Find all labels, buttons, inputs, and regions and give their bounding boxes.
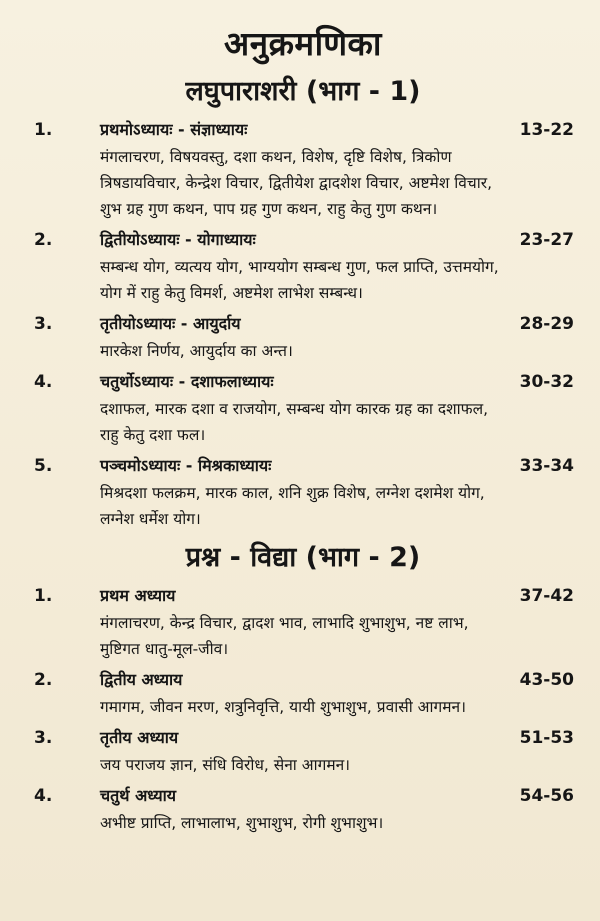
chapter-topics <box>100 396 576 448</box>
topic-line: अभीष्ट प्राप्ति, लाभालाभ, शुभाशुभ, रोगी शुभाशुभ। <box>100 814 384 832</box>
toc-entry <box>30 452 576 532</box>
page-range: 30-32 <box>519 372 574 392</box>
chapter-topics <box>100 254 576 306</box>
entry-number: 1. <box>34 586 53 606</box>
page-range: 51-53 <box>519 728 574 748</box>
topic-line: दशाफल, मारक दशा व राजयोग, सम्बन्ध योग कारक ग्रह का दशाफल, <box>100 400 489 418</box>
entry-heading-row <box>100 666 576 694</box>
topic-line: राहु केतु दशा फल। <box>100 426 206 444</box>
entry-body <box>100 582 576 662</box>
entry-body <box>100 782 576 836</box>
page-range: 28-29 <box>519 314 574 334</box>
entry-number: 3. <box>34 728 53 748</box>
topic-line: मंगलाचरण, विषयवस्तु, दशा कथन, विशेष, दृष्टि विशेष, त्रिकोण <box>100 148 452 166</box>
entry-body <box>100 368 576 448</box>
page-range: 23-27 <box>519 230 574 250</box>
entry-body <box>100 116 576 222</box>
toc-entry <box>30 116 576 222</box>
page-range: 43-50 <box>519 670 574 690</box>
chapter-topics <box>100 752 576 778</box>
chapter-title: पञ्चमोऽध्यायः - मिश्रकाध्यायः <box>100 456 272 475</box>
topic-line: त्रिषडायविचार, केन्द्रेश विचार, द्वितीयेश द्वादशेश विचार, अष्टमेश विचार, <box>100 174 493 192</box>
chapter-topics <box>100 338 576 364</box>
toc-entry <box>30 666 576 720</box>
entry-number: 4. <box>34 372 53 392</box>
chapter-topics <box>100 810 576 836</box>
topic-line: जय पराजय ज्ञान, संधि विरोध, सेना आगमन। <box>100 756 351 774</box>
entry-body <box>100 724 576 778</box>
toc-part <box>30 72 576 532</box>
chapter-title: प्रथमोऽध्यायः - संज्ञाध्यायः <box>100 120 248 139</box>
topic-line: मंगलाचरण, केन्द्र विचार, द्वादश भाव, लाभादि शुभाशुभ, नष्ट लाभ, <box>100 614 469 632</box>
page-range: 33-34 <box>519 456 574 476</box>
entry-number: 5. <box>34 456 53 476</box>
entry-number: 2. <box>34 230 53 250</box>
entry-heading-row <box>100 724 576 752</box>
table-of-contents <box>30 72 576 836</box>
topic-line: लग्नेश धर्मेश योग। <box>100 510 201 528</box>
topic-line: मुष्टिगत धातु-मूल-जीव। <box>100 640 229 658</box>
entry-number: 1. <box>34 120 53 140</box>
chapter-topics <box>100 610 576 662</box>
chapter-title: चतुर्थ अध्याय <box>100 786 177 805</box>
entry-number: 3. <box>34 314 53 334</box>
page-title: अनुक्रमणिका <box>224 24 382 63</box>
chapter-title: तृतीय अध्याय <box>100 728 179 747</box>
entry-body <box>100 310 576 364</box>
entry-body <box>100 666 576 720</box>
entry-number: 4. <box>34 786 53 806</box>
page-range: 13-22 <box>519 120 574 140</box>
topic-line: गमागम, जीवन मरण, शत्रुनिवृत्ति, यायी शुभाशुभ, प्रवासी आगमन। <box>100 698 466 716</box>
entry-number: 2. <box>34 670 53 690</box>
entry-heading-row <box>100 368 576 396</box>
topic-line: मिश्रदशा फलक्रम, मारक काल, शनि शुक्र विशेष, लग्नेश दशमेश योग, <box>100 484 485 502</box>
topic-line: योग में राहु केतु विमर्श, अष्टमेश लाभेश सम्बन्ध। <box>100 284 363 302</box>
toc-entry <box>30 782 576 836</box>
chapter-topics <box>100 144 576 222</box>
chapter-topics <box>100 480 576 532</box>
entry-heading-row <box>100 582 576 610</box>
toc-entry <box>30 724 576 778</box>
section-heading: प्रश्न - विद्या (भाग - 2) <box>185 542 421 573</box>
topic-line: मारकेश निर्णय, आयुर्दाय का अन्त। <box>100 342 293 360</box>
chapter-title: द्वितीय अध्याय <box>100 670 183 689</box>
section-heading: लघुपाराशरी (भाग - 1) <box>185 76 421 107</box>
entry-heading-row <box>100 116 576 144</box>
entry-heading-row <box>100 226 576 254</box>
entry-body <box>100 226 576 306</box>
toc-entry <box>30 582 576 662</box>
chapter-title: चतुर्थोऽध्यायः - दशाफलाध्यायः <box>100 372 274 391</box>
chapter-title: प्रथम अध्याय <box>100 586 176 605</box>
entry-heading-row <box>100 452 576 480</box>
chapter-topics <box>100 694 576 720</box>
toc-entry <box>30 226 576 306</box>
page-range: 37-42 <box>519 586 574 606</box>
chapter-title: तृतीयोऽध्यायः - आयुर्दाय <box>100 314 241 333</box>
topic-line: शुभ ग्रह गुण कथन, पाप ग्रह गुण कथन, राहु केतु गुण कथन। <box>100 200 438 218</box>
entry-heading-row <box>100 310 576 338</box>
chapter-title: द्वितीयोऽध्यायः - योगाध्यायः <box>100 230 256 249</box>
page-range: 54-56 <box>519 786 574 806</box>
topic-line: सम्बन्ध योग, व्यत्यय योग, भाग्ययोग सम्बन्ध गुण, फल प्राप्ति, उत्तमयोग, <box>100 258 499 276</box>
toc-part <box>30 538 576 836</box>
toc-entry <box>30 310 576 364</box>
toc-entry <box>30 368 576 448</box>
entry-heading-row <box>100 782 576 810</box>
entry-body <box>100 452 576 532</box>
